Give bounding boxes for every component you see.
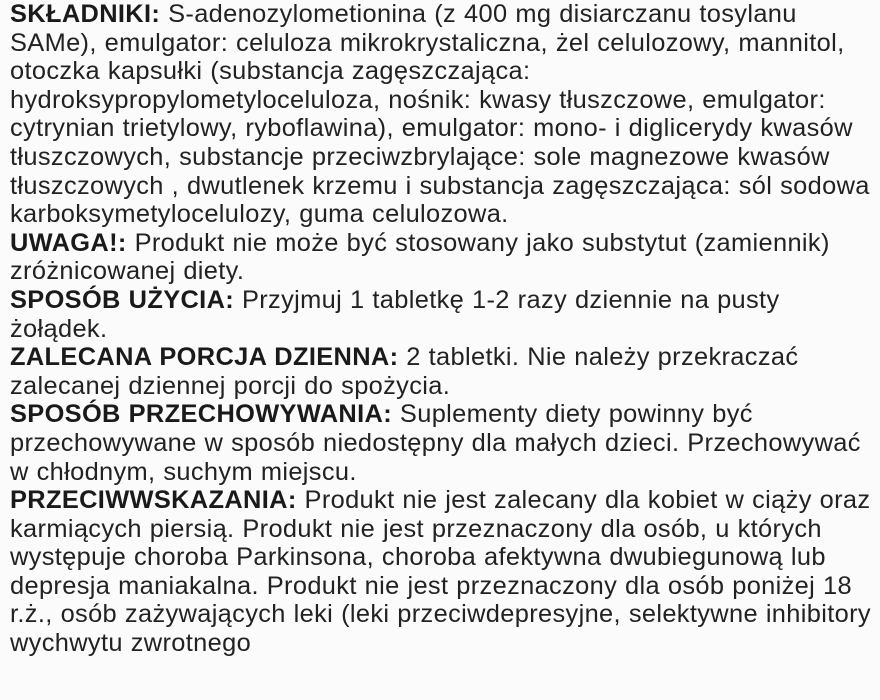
ingredients-heading: SKŁADNIKI:	[10, 0, 161, 28]
ingredients-section	[10, 0, 876, 229]
usage-text: Przyjmuj 1 tabletkę 1-2 razy dziennie na pusty żołądek.	[10, 285, 780, 343]
contraindications-heading: PRZECIWWSKAZANIA:	[10, 486, 297, 515]
storage-section	[10, 400, 876, 486]
ingredients-text: S-adenozylometionina (z 400 mg disiarczanu tosylanu SAMe), emulgator: celuloza mikrokrystaliczna, żel celulozowy, mannitol, otoczka kapsułki (substancja zagęszczająca: hydroksypropylometyloceluloza, nośnik: kwasy tłuszczowe, emulgator: cytrynian trietylowy, ryboflawina), emulgator: mono- i diglicerydy kwasów tłuszczowych, substancje przeciwzbrylające: sole magnezowe kwasów tłuszczowych , dwutlenek krzemu i substancja zagęszczająca: sól sodowa karboksymetylocelulozy, guma celulozowa.	[10, 0, 870, 229]
daily-dose-section	[10, 343, 876, 400]
usage-heading: SPOSÓB UŻYCIA:	[10, 285, 235, 314]
storage-heading: SPOSÓB PRZECHOWYWANIA:	[10, 400, 393, 429]
warning-heading: UWAGA!:	[10, 228, 127, 257]
warning-section	[10, 229, 876, 286]
storage-text: Suplementy diety powinny być przechowywane w sposób niedostępny dla małych dzieci. Przechowywać w chłodnym, suchym miejscu.	[10, 400, 861, 486]
daily-dose-heading: ZALECANA PORCJA DZIENNA:	[10, 343, 399, 372]
contraindications-text: Produkt nie jest zalecany dla kobiet w ciąży oraz karmiących piersią. Produkt nie jest przeznaczony dla osób, u których występuje choroba Parkinsona, choroba afektywna dwubiegunową lub depresja maniakalna. Produkt nie jest przeznaczony dla osób poniżej 18 r.ż., osób zażywających leki (leki przeciwdepresyjne, selektywne inhibitory wychwytu zwrotnego	[10, 486, 871, 658]
usage-section	[10, 286, 876, 343]
daily-dose-text: 2 tabletki. Nie należy przekraczać zalecanej dziennej porcji do spożycia.	[10, 343, 799, 400]
contraindications-section	[10, 486, 876, 658]
warning-text: Produkt nie może być stosowany jako substytut (zamiennik) zróżnicowanej diety.	[10, 228, 830, 286]
